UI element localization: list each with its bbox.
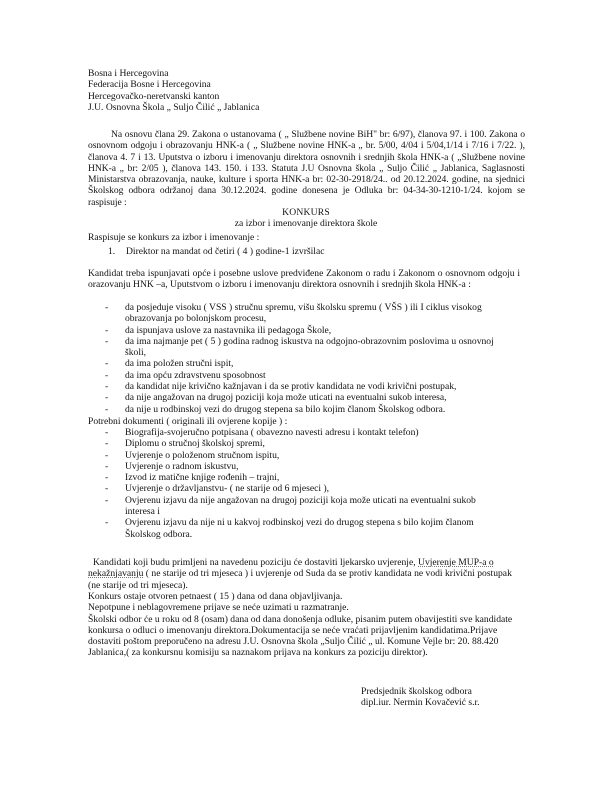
notice-text: Kandidati koji budu primljeni na navedenu poziciju će dostaviti ljekarsko uvjerenje, (93, 557, 419, 568)
list-item: - Uvjerenje o radnom iskustvu, (88, 461, 508, 472)
letterhead (88, 68, 525, 113)
list-item: - Biografija-svojeručno potpisana ( obavezno navesti adresu i kontakt telefon) (88, 427, 508, 438)
letterhead-line: Federacija Bosne i Hercegovina (88, 79, 211, 91)
announcement-line: Raspisuje se konkurs za izbor i imenovanje : (88, 232, 260, 243)
medical-certificate-notice (88, 557, 524, 591)
notice-text-highlight: Uvjerenje MUP-a o nekažnjavanju (88, 557, 494, 580)
notice-text: ( ne starije od tri mjeseca ) i uvjerenje od Suda da se protiv kandidata ne vodi krivični postupak (ne starije od tri mjeseca). (88, 568, 512, 591)
closing-paragraph: Školski odbor će u roku od 8 (osam) dana od dana donošenja odluke, pisanim putem obavijestiti sve kandidate konkursa o odluci o imenovanju direktora.Dokumentacija se neće vraćati prijavljenim kandidatima.Prijave dostaviti poštom preporučeno na adresu J.U. Osnovna škola „Suljo Čilić „ ul. Komune Vejle br: 20. 88.420 Jablanica,( za konkursnu komisiju sa naznakom prijava na konkurs za poziciju direktor). (88, 613, 513, 659)
signature-name: dipl.iur. Nermin Kovačević s.r. (361, 697, 480, 709)
list-item: - Diplomu o stručnoj školskoj spremi, (88, 438, 508, 449)
letterhead-line: Bosna i Hercegovina (88, 68, 169, 79)
signature-block (361, 686, 480, 709)
closing-line: Konkurs ostaje otvoren petnaest ( 15 ) dana od dana objavljivanja. (88, 591, 343, 602)
list-item: - da nije angažovan na drugoj poziciji koja može uticati na eventualni sukob interesa, (88, 392, 508, 403)
list-item: - da kandidat nije krivično kažnjavan i da se protiv kandidata ne vodi krivični postupak, (88, 381, 508, 392)
list-item: - da posjeduje visoku ( VSS ) stručnu spremu, višu školsku spremu ( VŠS ) ili I ciklus visokog obrazovanja po bolonjskom procesu, (88, 302, 508, 325)
closing-line: Nepotpune i neblagovremene prijave se neće uzimati u razmatranje. (88, 602, 349, 614)
documents-list (88, 427, 508, 540)
position-text: Direktor na mandat od četiri ( 4 ) godine-1 izvršilac (126, 246, 325, 257)
list-item: - Izvod iz matične knjige rođenih – trajni, (88, 472, 508, 483)
letterhead-line: J.U. Osnovna Škola „ Suljo Čilić „ Jablanica (88, 101, 260, 113)
list-item: - Ovjerenu izjavu da nije ni u kakvoj rodbinskoj vezi do drugog stepena s bilo kojim članom Školskog odbora. (88, 517, 508, 540)
closing-section (88, 591, 524, 659)
letterhead-line: Hercegovačko-neretvanski kanton (88, 90, 220, 102)
list-item: - da ima položen stručni ispit, (88, 358, 508, 369)
position-item (88, 246, 525, 257)
list-item: - da ima najmanje pet ( 5 ) godina radnog iskustva na odgojno-obrazovnim poslovima u osnovnoj školi, (88, 336, 508, 359)
legal-basis-paragraph: Na osnovu člana 29. Zakona o ustanovama ( „ Službene novine BiH" br: 6/97), članova 97. i 100. Zakona o osnovnom odgoju i obrazovanju HNK-a ( „ Službene novine HNK-a „ br. 5/00, 4/04 i 5/04,1/14 i 7/16 i 7/22. ), članova 4. 7 i 13. Uputstva o izboru i imenovanju direktora osnovnih i srednjih škola HNK-a ( „Službene novine HNK-a „ br: 2/05 ), članova 143. 150. i 133. Statuta J.U Osnovna škola „ Suljo Čilić „ Jablanica, Saglasnosti Ministarstva obrazovanja, nauke, kulture i sporta HNK-a br: 02-30-2918/24.. od 20.12.2024. godine, na sjednici Školskog odbora održanoj dana 30.12.2024. godine donesena je Odluka br: 04-34-30-1210-1/24. kojom se raspisuje : (88, 129, 525, 208)
document-subtitle: za izbor i imenovanje direktora škole (234, 218, 378, 229)
requirements-list (88, 302, 508, 415)
list-item: - Uvjerenje o državljanstvu- ( ne starije od 6 mjeseci ), (88, 483, 508, 494)
document-title: KONKURS (282, 207, 330, 218)
signature-title: Predsjednik školskog odbora (361, 686, 472, 697)
list-item: - da ispunjava uslove za nastavnika ili pedagoga Škole, (88, 325, 508, 336)
documents-heading: Potrebni dokumenti ( originali ili ovjerene kopije ) : (88, 416, 288, 427)
list-item: - da ima opću zdravstvenu sposobnost (88, 370, 508, 381)
position-number: 1. (108, 246, 116, 257)
list-item: - Ovjerenu izjavu da nije angažovan na drugoj poziciji koja može uticati na eventualni sukob interesa i (88, 495, 508, 518)
list-item: - Uvjerenje o položenom stručnom ispitu, (88, 450, 508, 461)
conditions-intro: Kandidat treba ispunjavati opće i posebne uslove predviđene Zakonom o radu i Zakonom o osnovnom odgoju i orazovanju HNK –a, Uputstvom o izboru i imenovanju direktora osnovnih i srednjih škola HNK-a : (88, 268, 520, 291)
list-item: - da nije u rodbinskoj vezi do drugog stepena sa bilo kojim članom Školskog odbora. (88, 404, 508, 415)
